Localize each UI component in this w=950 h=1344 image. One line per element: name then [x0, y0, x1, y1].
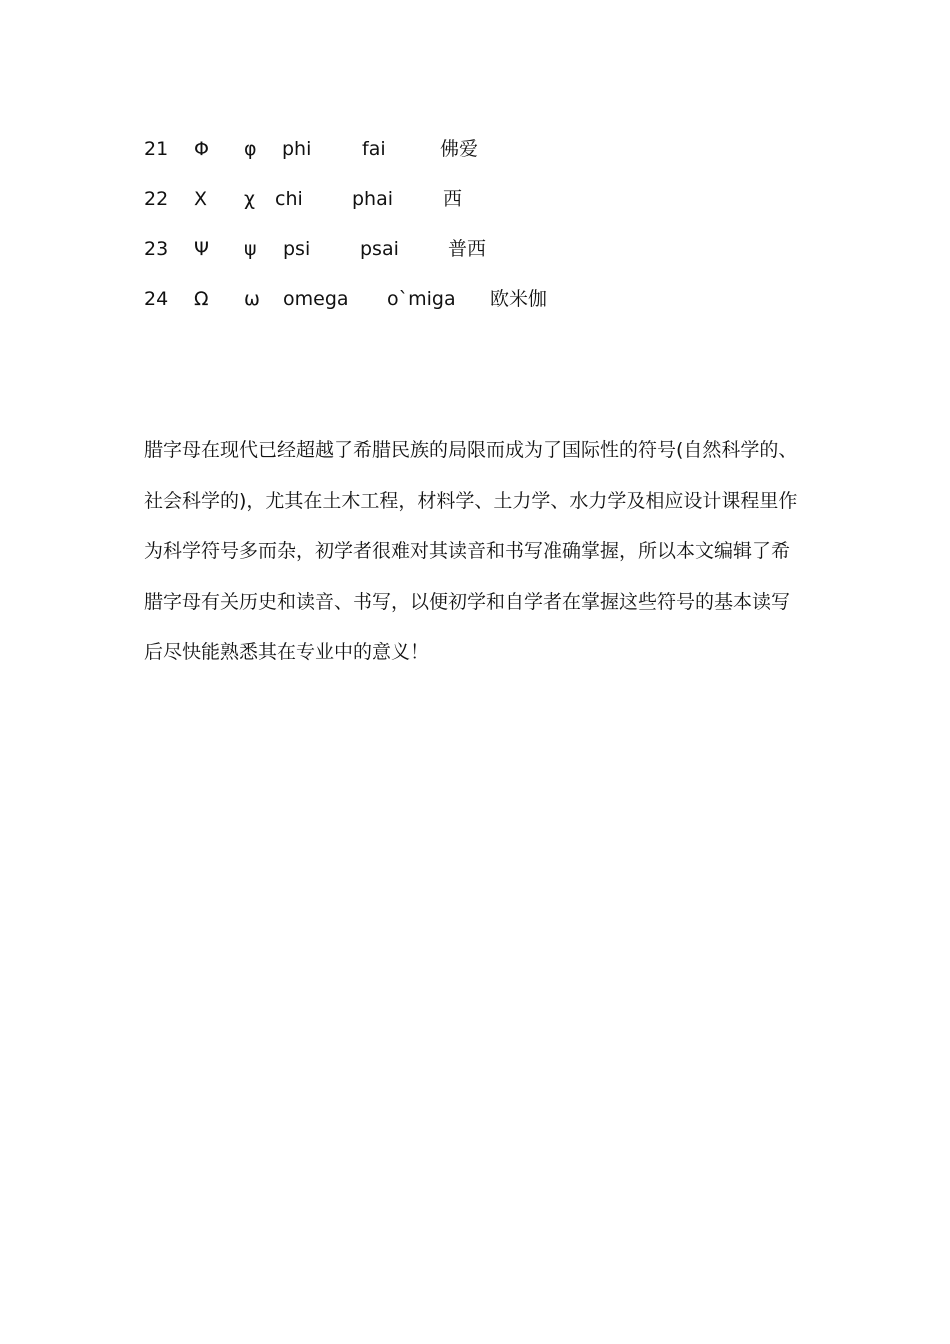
latin-name: omega [283, 288, 349, 310]
greek-letter-row-21 [144, 136, 784, 186]
uppercase-letter: Χ [194, 188, 208, 210]
chinese-transcription: 欧米伽 [490, 288, 548, 310]
greek-letter-row-24 [144, 286, 784, 336]
uppercase-letter: Ψ [194, 238, 209, 260]
pronunciation: o`miga [387, 288, 456, 310]
latin-name: phi [282, 138, 312, 160]
latin-name: psi [283, 238, 311, 260]
greek-alphabet-description: 腊字母在现代已经超越了希腊民族的局限而成为了国际性的符号(自然科学的、 社会科学的)，尤其在土木工程，材料学、土力学、水力学及相应设计课程里作 为科学符号多而杂，初学者很难对其读音和书写准确掌握，所以本文编辑了希 腊字母有关历史和读音、书写，以便初学和自学者在掌握这些符号的基本读写 后尽快能熟悉其在专业中的意义！ [144, 439, 798, 663]
pronunciation: phai [352, 188, 394, 210]
lowercase-letter: φ [244, 138, 257, 160]
letter-number: 23 [144, 238, 169, 260]
uppercase-letter: Ω [194, 288, 209, 310]
latin-name: chi [275, 188, 303, 210]
uppercase-letter: Φ [194, 138, 209, 160]
lowercase-letter: ψ [244, 238, 257, 260]
greek-letter-table [144, 136, 784, 336]
lowercase-letter: ω [244, 288, 260, 310]
lowercase-letter: χ [244, 188, 255, 210]
chinese-transcription: 普西 [448, 238, 487, 260]
pronunciation: fai [362, 138, 386, 160]
greek-letter-row-22 [144, 186, 784, 236]
chinese-transcription: 佛爱 [440, 138, 479, 160]
pronunciation: psai [360, 238, 399, 260]
chinese-transcription: 西 [443, 188, 463, 210]
letter-number: 22 [144, 188, 169, 210]
letter-number: 24 [144, 288, 169, 310]
letter-number: 21 [144, 138, 169, 160]
greek-letter-row-23 [144, 236, 784, 286]
